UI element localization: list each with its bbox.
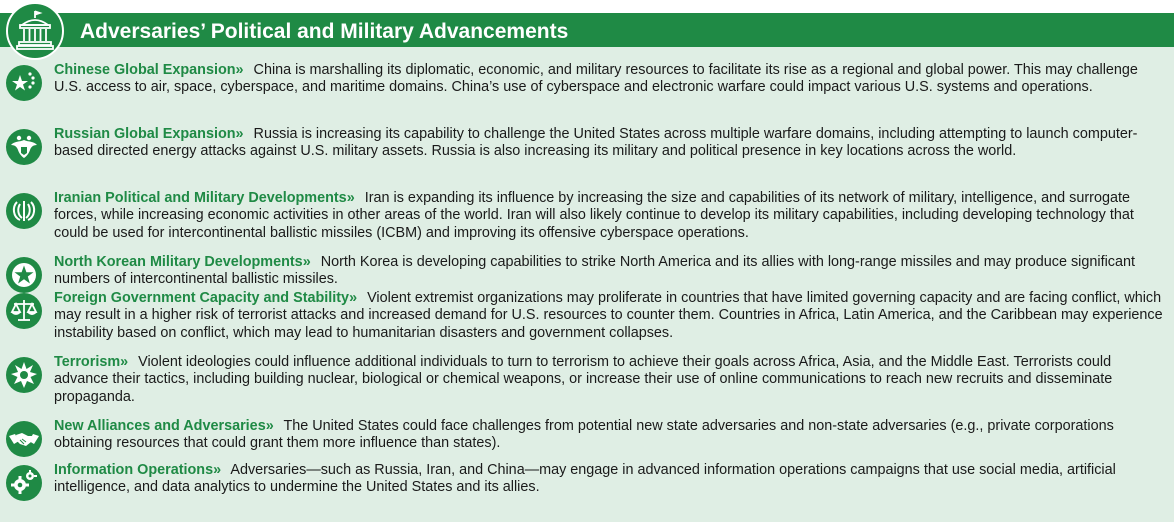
russia-eagle-icon [6, 129, 42, 165]
item-text: Russia is increasing its capability to challenge the United States across multiple warfare domains, including attempting to launch computer-based directed energy attacks against U.S. military assets. Russia is also increasing its military and political presence in key locations across the world. [54, 126, 1138, 160]
item-text: China is marshalling its diplomatic, economic, and military resources to facilitate its rise as a regional and global power. This may challenge U.S. access to air, space, cyberspace, and maritime domains. China’s use of cyberspace and electronic warfare could impact various U.S. systems and operations. [54, 62, 1138, 96]
iran-emblem-icon [6, 193, 42, 229]
item-marker: » [120, 354, 129, 370]
scales-icon [6, 293, 42, 329]
item-text: Adversaries—such as Russia, Iran, and China—may engage in advanced information operations campaigns that use social media, artificial intelligence, and data analytics to undermine the United States and its allies. [54, 462, 1116, 496]
list-item [0, 462, 1174, 502]
item-marker: » [213, 462, 222, 478]
china-stars-icon [6, 65, 42, 101]
item-marker: » [302, 254, 311, 270]
item-title: Iranian Political and Military Developments [54, 190, 347, 206]
item-marker: » [346, 190, 355, 206]
item-text: Violent ideologies could influence additional individuals to turn to terrorism to achieve their goals across Africa, Asia, and the Middle East. Terrorists could advance their tactics, including building nuclear, biological or chemical weapons, or increase their use of online communications to reach new recruits and disseminate propaganda. [54, 354, 1113, 405]
list-item [0, 126, 1174, 190]
list-item [0, 354, 1174, 418]
item-marker: » [235, 62, 244, 78]
item-title: New Alliances and Adversaries [54, 418, 266, 434]
list-item [0, 290, 1174, 354]
item-text: North Korea is developing capabilities to strike North America and its allies with long-range missiles and may produce significant numbers of intercontinental ballistic missiles. [54, 254, 1135, 288]
handshake-icon [6, 421, 42, 457]
government-building-icon [6, 2, 64, 60]
advancements-list [0, 62, 1174, 502]
list-item [0, 418, 1174, 462]
item-text: Iran is expanding its influence by increasing the size and capabilities of its network of military, intelligence, and surrogate forces, while increasing economic activities in other areas of the world. Iran will also likely continue to develop its military capabilities, including developing technology that could be used for intercontinental ballistic missiles (ICBM) and improving its offensive cyberspace operations. [54, 190, 1134, 241]
item-title: Terrorism [54, 354, 121, 370]
page-title: Adversaries’ Political and Military Advancements [80, 20, 569, 43]
item-title: Information Operations [54, 462, 214, 478]
item-title: Chinese Global Expansion [54, 62, 236, 78]
item-title: North Korean Military Developments [54, 254, 303, 270]
item-title: Russian Global Expansion [54, 126, 236, 142]
item-marker: » [235, 126, 244, 142]
item-marker: » [265, 418, 274, 434]
item-title: Foreign Government Capacity and Stability [54, 290, 350, 306]
item-text: Violent extremist organizations may proliferate in countries that have limited governing capacity and are facing conflict, which may result in a higher risk of terrorist attacks and increased demand for U.S. resources to counter them. Countries in Africa, Latin America, and the Caribbean may experience instability based on conflict, which may lead to humanitarian disasters and government collapses. [54, 290, 1163, 341]
explosion-icon [6, 357, 42, 393]
header-top-strip [0, 0, 1174, 13]
list-item [0, 254, 1174, 290]
gears-icon [6, 465, 42, 501]
list-item [0, 62, 1174, 126]
north-korea-star-icon [6, 257, 42, 293]
item-text: The United States could face challenges from potential new state adversaries and non-state adversaries (e.g., private corporations obtaining resources that could grant them more influence than states). [54, 418, 1114, 452]
item-marker: » [349, 290, 358, 306]
list-item [0, 190, 1174, 254]
